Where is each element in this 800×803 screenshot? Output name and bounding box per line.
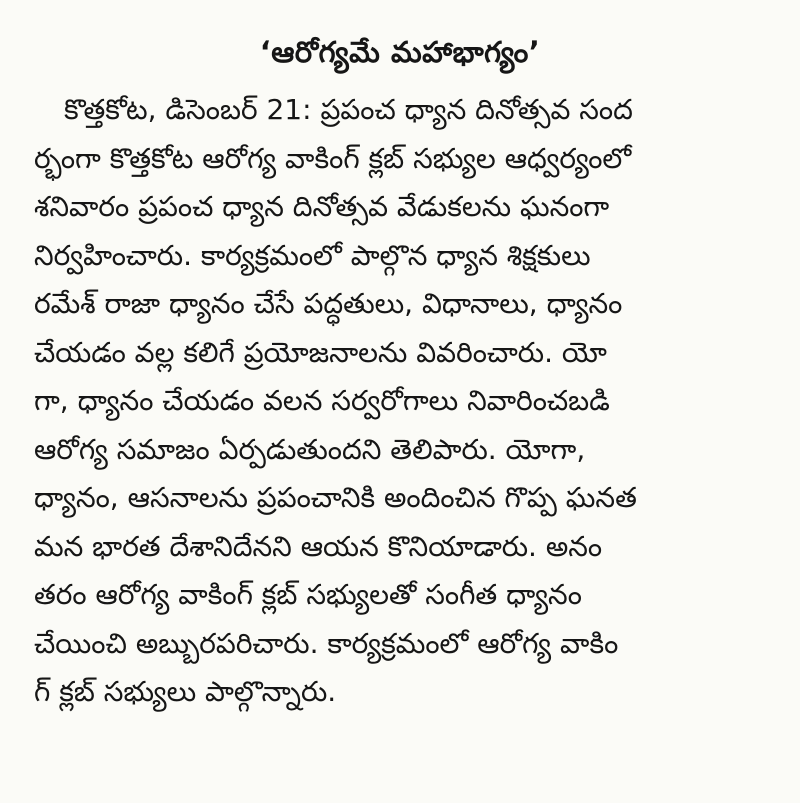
article-line: చేయడం వల్ల కలిగే ప్రయోజనాలను వివరించారు. యో — [34, 335, 607, 369]
article-line: మన భారత దేశానిదేనని ఆయన కొనియాడారు. అనం — [34, 529, 603, 563]
article-line: రమేశ్ రాజా ధ్యానం చేసే పద్ధతులు, విధానాలు, ధ్యానం — [34, 287, 623, 320]
article-headline: ‘ఆరోగ్యమే మహాభాగ్యం’ — [259, 35, 541, 69]
article-line: నిర్వహించారు. కార్యక్రమంలో పాల్గొన ధ్యాన శిక్షకులు — [34, 238, 591, 272]
article-line: ధ్యానం, ఆసనాలను ప్రపంచానికి అందించిన గొప్ప ఘనత — [34, 481, 637, 514]
article-line: గ్ క్లబ్ సభ్యులు పాల్గొన్నారు. — [34, 675, 337, 708]
article-line: ర్భంగా కొత్తకోట ఆరోగ్య వాకింగ్ క్లబ్ సభ్యుల ఆధ్వర్యంలో — [34, 141, 632, 175]
article-line: తరం ఆరోగ్య వాకింగ్ క్లబ్ సభ్యులతో సంగీత ధ్యానం — [34, 578, 582, 611]
article-line: చేయించి అబ్బురపరిచారు. కార్యక్రమంలో ఆరోగ్య వాకిం — [34, 626, 619, 660]
article-line: ఆరోగ్య సమాజం ఏర్పడుతుందని తెలిపారు. యోగా, — [34, 432, 586, 466]
article-line: శనివారం ప్రపంచ ధ్యాన దినోత్సవ వేడుకలను ఘనంగా — [34, 190, 610, 223]
article-body — [34, 86, 766, 717]
article-line: కొత్తకోట, డిసెంబర్ 21: ప్రపంచ ధ్యాన దినోత్సవ సంద — [64, 93, 633, 126]
article-line: గా, ధ్యానం చేయడం వలన సర్వరోగాలు నివారించబడి — [34, 384, 610, 417]
